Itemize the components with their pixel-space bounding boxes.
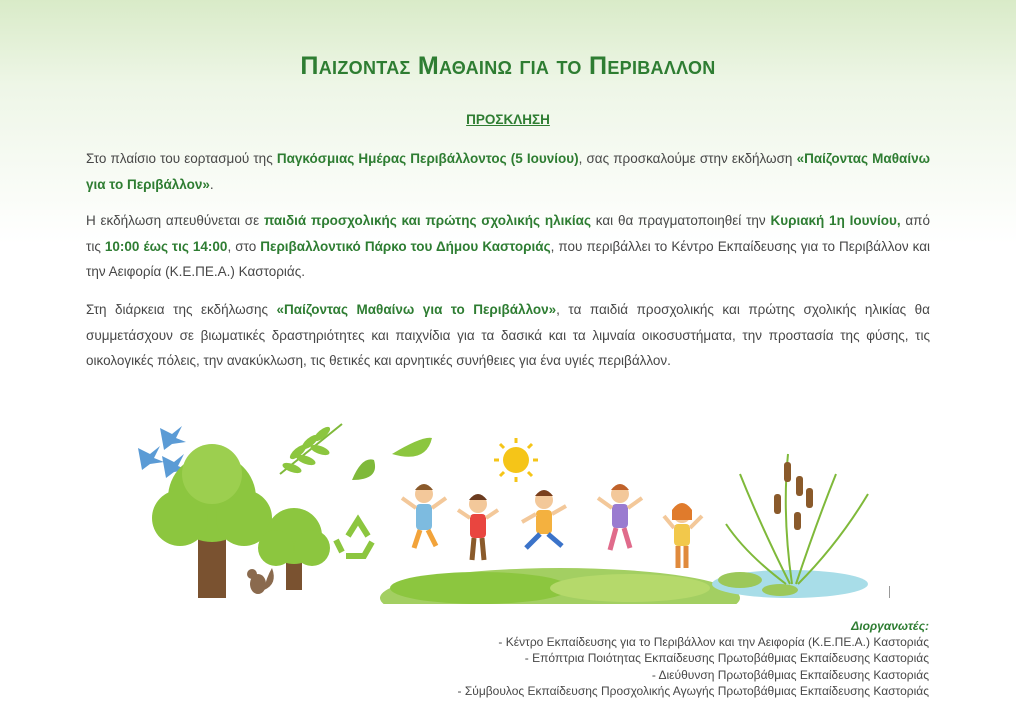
cattail-icon <box>726 454 868 584</box>
leaf-branch-icon <box>280 424 342 475</box>
organizer-item: - Σύμβουλος Εκπαίδευσης Προσχολικής Αγωγής Πρωτοβάθμιας Εκπαίδευσης Καστοριάς <box>457 683 929 698</box>
paragraph-intro <box>86 146 930 197</box>
child-figure <box>522 490 566 548</box>
bold-run: Παγκόσμιας Ημέρας Περιβάλλοντος (5 Ιουνίου) <box>276 151 579 166</box>
text-run: Η εκδήλωση απευθύνεται σε <box>86 213 264 228</box>
page-title: Παιζοντασ Μαθαινω για το Περιβαλλον <box>300 52 716 80</box>
text-run: , στο <box>227 238 261 254</box>
bold-run: Περιβαλλοντικό Πάρκο του Δήμου Καστοριάς <box>260 238 551 254</box>
child-figure <box>664 503 702 568</box>
bold-run: «Παίζοντας Μαθαίνω για το Περιβάλλον» <box>86 151 930 192</box>
leaf-icon <box>352 438 432 480</box>
bold-run: παιδιά προσχολικής και πρώτης σχολικής ηλικίας <box>263 213 591 228</box>
text-run: , σας προσκαλούμε στην εκδήλωση <box>578 151 797 166</box>
text-run: και θα πραγματοποιηθεί την <box>590 213 771 228</box>
paragraph-activities <box>86 297 930 374</box>
bold-run: 10:00 έως τις 14:00 <box>104 238 228 254</box>
child-figure <box>402 484 446 548</box>
kids-group <box>402 484 702 568</box>
text-run: , που περιβάλλει το Κέντρο Εκπαίδευσης για το Περιβάλλον και την Αειφορία (Κ.Ε.ΠΕ.Α.) Καστοριάς. <box>86 238 931 279</box>
nature-illustration <box>130 418 890 604</box>
child-figure <box>598 484 642 550</box>
grass-hill <box>380 568 740 604</box>
recycle-icon <box>336 520 372 556</box>
squirrel-icon <box>247 568 274 594</box>
organizer-item: - Διεύθυνση Πρωτοβάθμιας Εκπαίδευσης Καστοριάς <box>651 667 929 682</box>
organizer-item: - Κέντρο Εκπαίδευσης για το Περιβάλλον και την Αειφορία (Κ.Ε.ΠΕ.Α.) Καστοριάς <box>498 635 929 650</box>
text-run: από τις <box>86 213 930 254</box>
child-figure <box>458 494 498 560</box>
invitation-heading: ΠΡΟΣΚΛΗΣΗ <box>466 112 550 127</box>
organizer-item: - Επόπτρια Ποιότητας Εκπαίδευσης Πρωτοβάθμιας Εκπαίδευσης Καστοριάς <box>524 651 929 666</box>
text-run: . <box>209 176 214 192</box>
bold-run: «Παίζοντας Μαθαίνω για το Περιβάλλον» <box>276 302 557 317</box>
organizers-block <box>458 618 929 699</box>
bold-run: Κυριακή 1η Ιουνίου, <box>770 213 901 228</box>
organizers-heading: Διοργανωτές: <box>851 619 929 633</box>
sun-icon <box>494 438 538 482</box>
text-run: Στο πλαίσιο του εορτασμού της <box>86 151 277 166</box>
paragraph-details <box>86 208 930 285</box>
text-run: , τα παιδιά προσχολικής και πρώτης σχολικής ηλικίας θα συμμετάσχουν σε βιωματικές δραστηριότητες και παιχνίδια για τα δασικά και τα λιμναία οικοσυστήματα, την προστασία της φύσης, τις οικολογικές πόλεις, την ανακύκλωση, τις θετικές και αρνητικές συνήθειες για ένα υγιές περιβάλλον. <box>86 302 930 368</box>
text-run: Στη διάρκεια της εκδήλωσης <box>86 302 277 317</box>
